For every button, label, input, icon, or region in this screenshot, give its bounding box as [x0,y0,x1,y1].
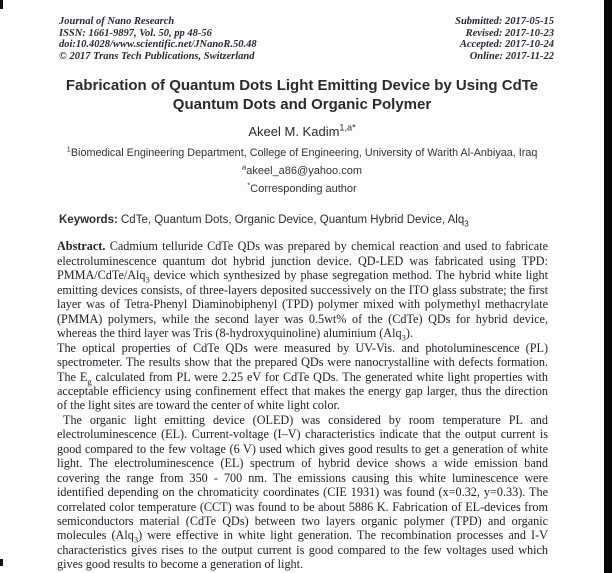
abstract-paragraph [57,341,548,413]
abstract-text-segment: The organic light emitting device (OLED) was considered by room temperature PL and electroluminescence (EL). Current-voltage (I–V) characteristics indicate that the output current is good compared to the few voltage (6 V) used which gives good results to get a generation of white light. The electroluminescence (EL) spectrum of hybrid device shows a wide emission band covering the range from 350 - 700 nm. The emissions causing this white luminescence were identified depending on the chromaticity coordinates (CIE 1931) was found (x=0.32, y=0.33). The correlated color temperature (CCT) was found to be about 5886 K. Fabrication of EL-devices from semiconductors material (CdTe QDs) between two layers organic polymer (TPD) and organic molecules (Alq [57,412,548,543]
abstract-text-segment: Abstract. [57,239,110,254]
abstract-paragraph [57,413,548,572]
issn-volume-line: ISSN: 1661-9897, Vol. 50, pp 48-56 [59,27,212,39]
abstract-paragraph [57,239,548,343]
keywords-label: Keywords: [59,214,118,227]
journal-info [59,16,257,62]
submission-dates [455,16,554,62]
accepted-date: Accepted: 2017-10-24 [459,39,554,51]
abstract-text-segment: ) were effective in white light generation. The recombination processes and I-V characteristics gives rises to the output current is good compared to the few voltages used which gives good results to become a generation of light. [57,528,548,572]
affiliation-superscript: 1 [66,144,71,154]
corresponding-author-line [0,180,604,196]
affiliation-line [0,144,604,160]
email-address: akeel_a86@yahoo.com [246,165,363,178]
doi-line: doi:10.4028/www.scientific.net/JNanoR.50.48 [59,39,257,51]
abstract-subscript: 3 [401,332,406,343]
abstract [57,239,548,571]
scan-border-right [604,0,612,573]
revised-date: Revised: 2017-10-23 [465,27,554,39]
author-name: Akeel M. Kadim [248,124,340,140]
affiliation-text: Biomedical Engineering Department, College of Engineering, University of Warith Al-Anbiyaa, Iraq [70,147,538,160]
abstract-text-segment: calculated from PL were 2.25 eV for CdTe QDs. The generated white light properties with acceptable efficiency using confinement effect that makes the energy gap larger, thus the direction of the light sites are toward the center of white light color. [57,369,548,413]
paper-header [0,0,604,62]
paper-title-line-2: Quantum Dots and Organic Polymer [172,95,432,113]
submitted-date: Submitted: 2017-05-15 [455,16,554,27]
keywords-text: CdTe, Quantum Dots, Organic Device, Quantum Hybrid Device, Alq [117,214,465,227]
copyright-line: © 2017 Trans Tech Publications, Switzerland [59,50,255,62]
author-line [0,124,604,139]
abstract-subscript: 3 [145,274,150,285]
scan-artifact-top-left [0,0,3,9]
keywords-line [59,214,547,229]
abstract-text-segment: Cadmium telluride CdTe QDs was prepared by chemical reaction and used to fabricate electroluminescence quantum dot hybrid junction device. QD-LED was fabricated using TPD: PMMA/CdTe/Alq [57,239,548,283]
abstract-text-segment: ). [405,326,413,341]
abstract-subscript: g [87,375,92,386]
abstract-subscript: 3 [133,534,139,545]
email-line [0,162,604,178]
corresponding-superscript: * [247,180,251,190]
email-superscript: a [241,162,247,172]
scan-artifact-bottom-left [0,559,3,566]
corresponding-text: Corresponding author [250,183,357,196]
paper-title-line-1: Fabrication of Quantum Dots Light Emitting Device by Using CdTe [65,77,539,95]
abstract-text-segment: device which synthesized by phase segregation method. The hybrid white light emitting devices consists, of three-layers deposited successively on the ITO glass substrate; the first layer was of Tetra-Phenyl Diaminobiphenyl (TPD) polymer mixed with polymethyl methacrylate (PMMA) polymers, while the second layer was 0.5wt% of the (CdTe) QDs for hybrid device, whereas the third layer was Tris (8-hydroxyquinoline) aluminium (Alq [57,268,548,341]
author-superscript: 1,a* [339,123,356,134]
paper-title [0,77,604,114]
online-date: Online: 2017-11-22 [469,50,554,62]
keywords-subscript: 3 [464,219,469,229]
abstract-text-segment: The optical properties of CdTe QDs were measured by UV-Vis. and photoluminescence (PL) spectrometer. The results show that the prepared QDs were nanocrystalline with defects formation. The E [57,340,548,384]
journal-name-line: Journal of Nano Research [59,16,175,27]
